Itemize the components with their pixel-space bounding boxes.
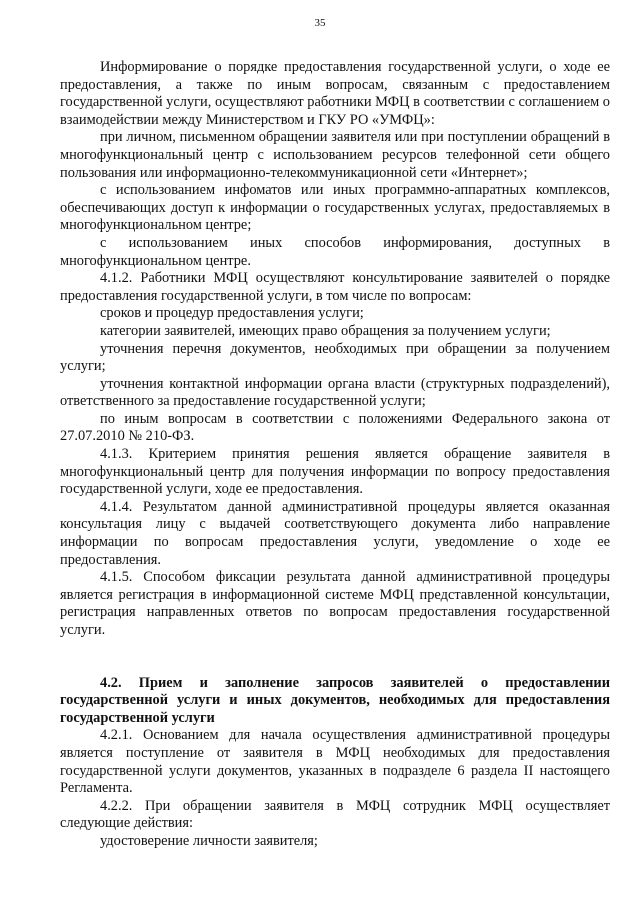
paragraph: категории заявителей, имеющих право обращения за получением услуги; [100,322,551,339]
paragraph: уточнения перечня документов, необходимых при обращении за получением услуги; [60,340,610,375]
paragraph: 4.1.3. Критерием принятия решения является обращение заявителя в многофункциональный центр для получения информации по вопросу предоставления государственной услуги, ходе ее предоставления. [60,446,610,498]
paragraph: 4.1.4. Результатом данной административной процедуры является оказанная консультация лицу с выдачей соответствующего документа либо направление информации по вопросам предоставления услуги, уведомление о ходе ее предоставления. [60,498,610,568]
paragraph: с использованием инфоматов или иных программно-аппаратных комплексов, обеспечивающих доступ к информации о государственных услугах, предоставляемых в многофункциональном центре; [60,182,610,234]
paragraph: уточнения контактной информации органа власти (структурных подразделений), ответственного за предоставление государственной услуги; [60,375,610,410]
paragraph: с использованием иных способов информирования, доступных в многофункциональном центре. [60,234,610,269]
paragraph: сроков и процедур предоставления услуги; [100,305,364,322]
paragraph: 4.1.2. Работники МФЦ осуществляют консультирование заявителей о порядке предоставления государственной услуги, в том числе по вопросам: [60,270,610,304]
section-heading [60,675,610,728]
paragraph: 4.1.5. Способом фиксации результата данной административной процедуры является регистрация в информационной системе МФЦ представленной консультации, регистрация направленных ответов по вопросам предоставления государственной услуги. [60,569,610,638]
document-body [60,59,610,851]
section-heading-text: 4.2. Прием и заполнение запросов заявителей о предоставлении государственной услуги и иных документов, необходимых для предоставления государственной услуги [60,674,610,726]
paragraph: при личном, письменном обращении заявителя или при поступлении обращений в многофункциональный центр с использованием ресурсов телефонной сети общего пользования или информационно-телекоммуникационной сети «Интернет»; [60,129,610,181]
paragraph: Информирование о порядке предоставления государственной услуги, о ходе ее предоставления, а также по иным вопросам, связанным с предоставлением государственной услуги, осуществляют работники МФЦ в соответствии с соглашением о взаимодействии между Министерством и ГКУ РО «УМФЦ»: [60,59,610,128]
paragraph: 4.2.2. При обращении заявителя в МФЦ сотрудник МФЦ осуществляет следующие действия: [60,797,610,832]
paragraph: удостоверение личности заявителя; [100,832,318,849]
paragraph: по иным вопросам в соответствии с положениями Федерального закона от 27.07.2010 № 210-ФЗ. [60,410,610,445]
paragraph: 4.2.1. Основанием для начала осуществления административной процедуры является поступление от заявителя в МФЦ необходимых для предоставления государственной услуги документов, указанных в подразделе 6 раздела II настоящего Регламента. [60,727,610,797]
page-number: 35 [314,17,326,29]
